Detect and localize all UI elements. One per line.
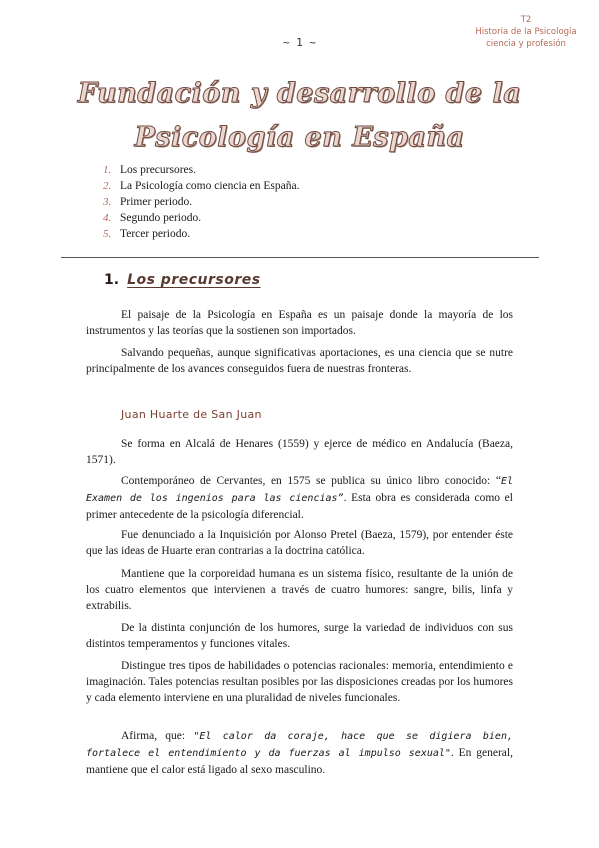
divider bbox=[61, 257, 539, 258]
toc-item bbox=[103, 226, 299, 242]
subsection-heading: Juan Huarte de San Juan bbox=[121, 408, 262, 421]
toc-number: 1. bbox=[103, 164, 112, 176]
paragraph-9-start: Afirma, que: bbox=[121, 730, 194, 742]
table-of-contents bbox=[103, 162, 299, 242]
toc-number: 5. bbox=[103, 228, 112, 240]
header-note-subtitle: ciencia y profesión bbox=[486, 39, 566, 49]
book-title-quote: El Examen de los ingenios para las ciencias” bbox=[86, 476, 513, 504]
section-label: Los precursores bbox=[127, 272, 261, 288]
paragraph-1: El paisaje de la Psicología en España es un paisaje donde la mayoría de los instrumentos y las teorías que la sostienen son importados. bbox=[86, 309, 513, 337]
title-line-1: Fundación y desarrollo de la bbox=[77, 78, 522, 109]
header-note-topic: T2 bbox=[520, 15, 532, 25]
paragraph-3: Se forma en Alcalá de Henares (1559) y ejerce de médico en Andalucía (Baeza, 1571). bbox=[86, 438, 513, 466]
paragraph-4-end: . Esta obra es considerada como el primer antecedente de la psicología diferencial. bbox=[86, 492, 513, 521]
toc-label: Primer periodo. bbox=[120, 196, 193, 208]
toc-item bbox=[103, 178, 299, 194]
toc-label: Tercer periodo. bbox=[120, 228, 191, 240]
toc-label: Segundo periodo. bbox=[120, 212, 202, 224]
toc-item bbox=[103, 162, 299, 178]
toc-label: Los precursores. bbox=[120, 164, 197, 176]
paragraph-8: Distingue tres tipos de habilidades o potencias racionales: memoria, entendimiento e imaginación. Tales potencias resultan posibles por las disposiciones creadas por los humores y cada elemento interviene en una pluralidad de niveles funcionales. bbox=[86, 660, 513, 704]
toc-number: 2. bbox=[103, 180, 112, 192]
header-note bbox=[471, 14, 581, 50]
paragraph-4 bbox=[86, 473, 513, 523]
paragraph-4-start: Contemporáneo de Cervantes, en 1575 se publica su único libro conocido: “ bbox=[121, 475, 501, 487]
section-heading bbox=[104, 272, 261, 288]
paragraph-9 bbox=[86, 728, 513, 778]
header-note-subject: Historia de la Psicología bbox=[475, 27, 577, 37]
toc-label: La Psicología como ciencia en España. bbox=[120, 180, 300, 192]
title-line-2: Psicología en España bbox=[134, 122, 465, 153]
paragraph-5: Fue denunciado a la Inquisición por Alonso Pretel (Baeza, 1579), por entender éste que las ideas de Huarte eran contrarias a la doctrina católica. bbox=[86, 529, 513, 557]
page-number: ~ 1 ~ bbox=[282, 36, 317, 49]
paragraph-6: Mantiene que la corporeidad humana es un sistema físico, resultante de la unión de los cuatro elementos que intervienen a través de cuatro humores: sangre, bilis, linfa y extrabilis. bbox=[86, 568, 513, 612]
document-title bbox=[0, 72, 599, 160]
toc-number: 4. bbox=[103, 212, 112, 224]
toc-item bbox=[103, 194, 299, 210]
section-number: 1. bbox=[104, 272, 120, 288]
paragraph-9-end: . En general, mantiene que el calor está ligado al sexo masculino. bbox=[86, 747, 513, 776]
paragraph-2: Salvando pequeñas, aunque significativas aportaciones, es una ciencia que se nutre principalmente de los avances conseguidos fuera de nuestras fronteras. bbox=[86, 347, 513, 375]
huarte-quote: "El calor da coraje, hace que se digiera bien, fortalece el entendimiento y da fuerzas al impulso sexual" bbox=[86, 731, 513, 759]
toc-number: 3. bbox=[103, 196, 112, 208]
toc-item bbox=[103, 210, 299, 226]
paragraph-7: De la distinta conjunción de los humores, surge la variedad de individuos con sus distintos temperamentos y funciones vitales. bbox=[86, 622, 513, 650]
